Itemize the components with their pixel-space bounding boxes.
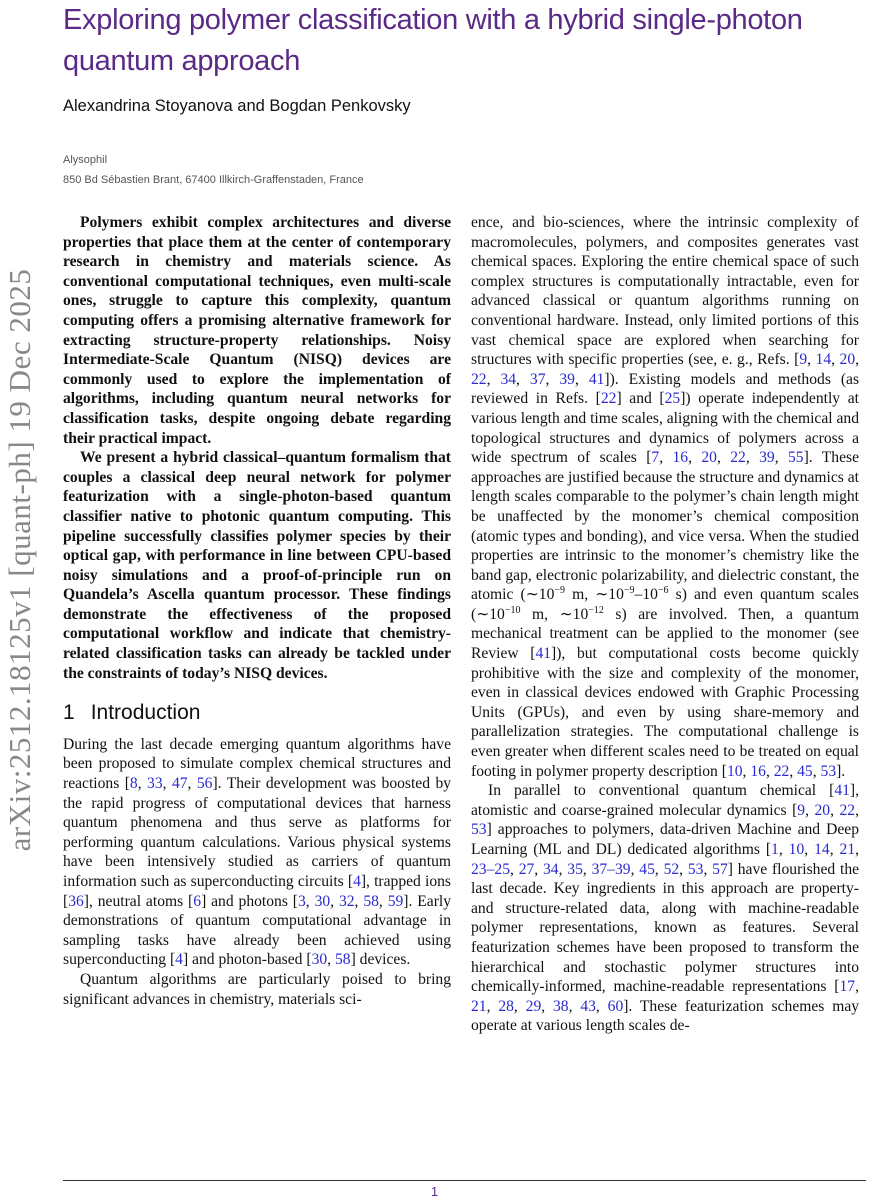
- citation-link[interactable]: 59: [387, 892, 404, 910]
- text-run: ,: [778, 841, 789, 858]
- citation-link[interactable]: 22: [839, 801, 856, 819]
- text-run: ence, and bio-sciences, where the intrinsic complexity of macromolecules, polymers, and composites generates vast chemical spaces. Exploring the entire chemical space of such complex structures is computationally intractable, even for advanced classical or quantum algorithms running on conventional hardware. Instead, only limited portions of this vast chemical space are explored when searching for structures with specific properties (see, e. g., Refs. [: [471, 214, 859, 369]
- body-paragraph: [63, 970, 451, 1009]
- text-run: ,: [630, 860, 640, 878]
- text-run: ], neutral atoms [: [83, 892, 194, 910]
- citation-link[interactable]: 22: [773, 762, 790, 780]
- citation-link[interactable]: 22: [730, 449, 746, 467]
- citation-link[interactable]: 23–25: [471, 860, 510, 878]
- text-run: ,: [789, 762, 798, 780]
- citation-link[interactable]: 20: [839, 351, 856, 369]
- text-run: ].: [836, 762, 846, 780]
- citation-link[interactable]: 41: [535, 645, 552, 663]
- text-run: ,: [855, 978, 859, 996]
- text-run: ], atomistic and coarse-grained molecular dynamics [: [471, 782, 859, 819]
- citation-link[interactable]: 7: [651, 449, 660, 467]
- superscript: −9: [623, 585, 635, 597]
- citation-link[interactable]: 58: [334, 951, 351, 969]
- text-run: ,: [534, 860, 543, 878]
- text-run: ]. These featurization schemes may operate at various length scales de-: [471, 997, 860, 1035]
- body-paragraph: [471, 213, 859, 781]
- abstract-paragraph: [63, 448, 451, 683]
- left-column: [63, 213, 451, 1009]
- text-run: ,: [378, 892, 388, 910]
- right-column: [471, 213, 859, 1036]
- section-number: 1: [63, 701, 75, 725]
- text-run: ,: [804, 841, 815, 858]
- text-run: ,: [807, 351, 816, 369]
- citation-link[interactable]: 60: [607, 997, 624, 1015]
- superscript: −9: [554, 585, 566, 597]
- body-paragraph: [471, 781, 859, 1036]
- citation-link[interactable]: 58: [363, 892, 379, 910]
- citation-link[interactable]: 30: [311, 951, 328, 969]
- text-run: ,: [654, 860, 664, 878]
- affiliation: [63, 150, 364, 190]
- text-run: ]). Existing models and methods (as reviewed in Refs. [: [471, 370, 860, 408]
- citation-link[interactable]: 27: [518, 860, 535, 878]
- text-run: ] and photons [: [201, 892, 298, 910]
- text-run: ,: [855, 801, 859, 819]
- citation-link[interactable]: 14: [814, 841, 830, 858]
- text-run: ,: [486, 997, 499, 1015]
- citation-link[interactable]: 47: [171, 775, 188, 793]
- text-run: ], trapped ions [: [63, 873, 451, 910]
- text-run: ] approaches to polymers, data-driven Machine and Deep Learning (ML and DL) dedicated algorithms [: [471, 821, 859, 858]
- citation-link[interactable]: 9: [799, 351, 808, 369]
- text-run: s) and even quantum scales (∼10: [471, 586, 859, 623]
- text-run: ,: [137, 775, 148, 793]
- arxiv-stamp: arXiv:2512.18125v1 [quant-ph] 19 Dec 2025: [2, 268, 37, 852]
- text-run: m, ∼10: [565, 586, 624, 604]
- citation-link[interactable]: 8: [129, 775, 138, 793]
- text-run: ] and photon-based [: [182, 951, 312, 969]
- text-run: ,: [830, 801, 840, 819]
- text-run: ,: [162, 775, 172, 793]
- abstract-paragraph: [63, 213, 451, 448]
- text-run: During the last decade emerging quantum algorithms have been proposed to simulate complex chemical structures and reactions [: [63, 735, 451, 793]
- text-run: ]. These approaches are justified because the structure and dynamics at length scales comparable to the polymer’s chain length might be unaffected by the monomer’s chemical composition (atomic types and bonding), and vice versa. When the studied properties are intrinsic to the monomer’s chemistry like the band gap, electronic polarizability, and dielectric constant, the atomic (∼10: [471, 449, 860, 604]
- citation-link[interactable]: 53: [687, 860, 704, 878]
- citation-link[interactable]: 38: [552, 997, 569, 1015]
- citation-link[interactable]: 41: [588, 370, 605, 388]
- text-run: ,: [509, 860, 519, 878]
- citation-link[interactable]: 16: [672, 449, 689, 467]
- citation-link[interactable]: 4: [175, 951, 183, 969]
- citation-link[interactable]: 22: [471, 370, 487, 388]
- section-heading: [63, 703, 451, 723]
- citation-link[interactable]: 53: [471, 821, 487, 839]
- text-run: Polymers exhibit complex architectures and diverse properties that place them at the center of contemporary research in chemistry and materials science. As conventional computational techniques, even multi-scale ones, struggle to capture this complexity, quantum computing offers a promising alternative framework for extracting structure-property relationships. Noisy Intermediate-Scale Quantum (NISQ) devices are commonly used to explore the implementation of algorithms, including quantum neural networks for classification tasks, despite ongoing debate regarding their practical impact.: [63, 214, 451, 447]
- citation-link[interactable]: 34: [500, 370, 517, 388]
- affiliation-address: 850 Bd Sébastien Brant, 67400 Illkirch-Graffenstaden, France: [63, 174, 364, 186]
- text-run: In parallel to conventional quantum chemical [: [488, 782, 835, 800]
- affiliation-org: Alysophil: [63, 154, 108, 166]
- text-run: ,: [541, 997, 553, 1015]
- text-run: ]), but computational costs become quickly prohibitive with the size and complexity of the monomer, even in classical devices endowed with Graphic Processing Units (GPUs), and even by using share-memory and parallelization strategies. The computational challenge is even greater when different scales need to be treated on equal footing in polymer property description [: [471, 645, 859, 780]
- citation-link[interactable]: 52: [663, 860, 680, 878]
- text-run: We present a hybrid classical–quantum formalism that couples a classical deep neural network for polymer featurization with a single-photon-based quantum classifier native to photonic quantum computing. This pipeline successfully classifies polymer species by their optical gap, with performance in line between CPU-based noisy simulations and a proof-of-principle run on Quandela’s Ascella quantum processor. These findings demonstrate the effectiveness of the proposed computational workflow and indicate that chemistry-related classification tasks can already be tackled under the constraints of today’s NISQ devices.: [63, 449, 451, 682]
- citation-link[interactable]: 10: [726, 762, 743, 780]
- text-run: Quantum algorithms are particularly poised to bring significant advances in chemistry, materials sci-: [63, 970, 451, 1008]
- citation-link[interactable]: 45: [639, 860, 655, 878]
- text-run: ,: [688, 449, 702, 467]
- text-run: ,: [742, 762, 751, 780]
- citation-link[interactable]: 14: [815, 351, 832, 369]
- text-run: ]. Early demonstrations of quantum computational advantage in sampling tasks have already been achieved using superconducting [: [63, 892, 452, 969]
- citation-link[interactable]: 34: [542, 860, 559, 878]
- text-run: ,: [568, 997, 581, 1015]
- citation-link[interactable]: 32: [338, 892, 355, 910]
- text-run: ,: [829, 841, 840, 858]
- citation-link[interactable]: 4: [353, 873, 361, 890]
- citation-link[interactable]: 36: [68, 892, 84, 910]
- text-run: ,: [716, 449, 731, 467]
- text-run: ,: [305, 892, 315, 910]
- text-run: ] devices.: [350, 951, 411, 969]
- text-run: ,: [774, 449, 788, 467]
- citation-link[interactable]: 39: [759, 449, 775, 467]
- text-run: ,: [805, 801, 815, 819]
- citation-link[interactable]: 39: [559, 370, 575, 388]
- superscript: −12: [588, 604, 604, 616]
- page-number: 1: [430, 1184, 439, 1199]
- citation-link[interactable]: 56: [196, 775, 213, 793]
- paper-title: Exploring polymer classification with a hybrid single-photon quantum approach: [63, 4, 803, 77]
- footer-rule: [63, 1180, 866, 1181]
- citation-link[interactable]: 21: [839, 841, 856, 858]
- citation-link[interactable]: 21: [471, 997, 487, 1015]
- body-paragraph: [63, 735, 451, 970]
- citation-link[interactable]: 37: [529, 370, 546, 388]
- citation-link[interactable]: 30: [314, 892, 331, 910]
- citation-link[interactable]: 20: [814, 801, 831, 819]
- text-run: ,: [558, 860, 568, 878]
- text-run: ,: [513, 997, 526, 1015]
- text-run: ,: [831, 351, 840, 369]
- citation-link[interactable]: 16: [750, 762, 766, 780]
- text-run: ,: [327, 951, 335, 969]
- text-run: ,: [574, 370, 589, 388]
- citation-link[interactable]: 57: [712, 860, 728, 878]
- citation-link[interactable]: 9: [797, 801, 806, 819]
- text-run: ]. Their development was boosted by the rapid progress of computational devices that harness quantum phenomena and thus serve as platforms for performing quantum calculations. Various physical systems have been intensively studied as carriers of quantum information such as superconducting circuits [: [63, 775, 452, 890]
- text-run: ,: [855, 841, 860, 858]
- citation-link[interactable]: 43: [580, 997, 596, 1015]
- text-run: ,: [745, 449, 760, 467]
- text-run: ,: [516, 370, 530, 388]
- text-run: ,: [855, 351, 860, 369]
- text-run: ,: [679, 860, 688, 878]
- text-run: ,: [354, 892, 364, 910]
- citation-link[interactable]: 1: [771, 841, 779, 858]
- citation-link[interactable]: 28: [498, 997, 514, 1015]
- text-run: ,: [595, 997, 608, 1015]
- citation-link[interactable]: 37–39: [591, 860, 631, 878]
- superscript: −10: [504, 604, 521, 616]
- text-run: ]) operate independently at various length and time scales, aligning with the chemical and topological structures and dynamics of polymers across a wide spectrum of scales [: [471, 390, 860, 467]
- citation-link[interactable]: 17: [839, 978, 856, 996]
- citation-link[interactable]: 33: [147, 775, 163, 793]
- text-run: ,: [486, 370, 501, 388]
- citation-link[interactable]: 55: [787, 449, 804, 467]
- citation-link[interactable]: 6: [193, 892, 202, 910]
- authors: Alexandrina Stoyanova and Bogdan Penkovsky: [63, 97, 411, 115]
- text-run: ,: [187, 775, 197, 793]
- text-run: ,: [330, 892, 339, 910]
- citation-link[interactable]: 41: [834, 782, 850, 800]
- text-run: ,: [545, 370, 560, 388]
- citation-link[interactable]: 53: [820, 762, 837, 780]
- citation-link[interactable]: 10: [788, 841, 805, 858]
- text-run: m, ∼10: [520, 605, 589, 623]
- citation-link[interactable]: 25: [664, 390, 681, 408]
- section-title: Introduction: [90, 701, 201, 725]
- text-run: ] and [: [616, 390, 665, 408]
- citation-link[interactable]: 3: [297, 892, 306, 910]
- superscript: −6: [657, 585, 669, 597]
- text-run: ,: [812, 762, 821, 780]
- text-run: ,: [765, 762, 774, 780]
- text-run: ,: [582, 860, 592, 878]
- text-run: ] have flourished the last decade. Key ingredients in this approach are property- and structure-related data, along with machine-readable polymer representations, known as features. Several featurization schemes have been proposed to transform the hierarchical and stochastic polymer structures into chemically-informed, machine-readable representations [: [471, 860, 860, 996]
- text-run: ,: [659, 449, 673, 467]
- citation-link[interactable]: 20: [701, 449, 717, 467]
- text-run: s) are involved. Then, a quantum mechanical treatment can be applied to the monomer (see Review [: [471, 605, 859, 663]
- citation-link[interactable]: 29: [525, 997, 542, 1015]
- citation-link[interactable]: 22: [600, 390, 617, 408]
- text-run: ,: [703, 860, 713, 878]
- citation-link[interactable]: 45: [797, 762, 813, 780]
- text-run: –10: [634, 586, 658, 604]
- citation-link[interactable]: 35: [567, 860, 583, 878]
